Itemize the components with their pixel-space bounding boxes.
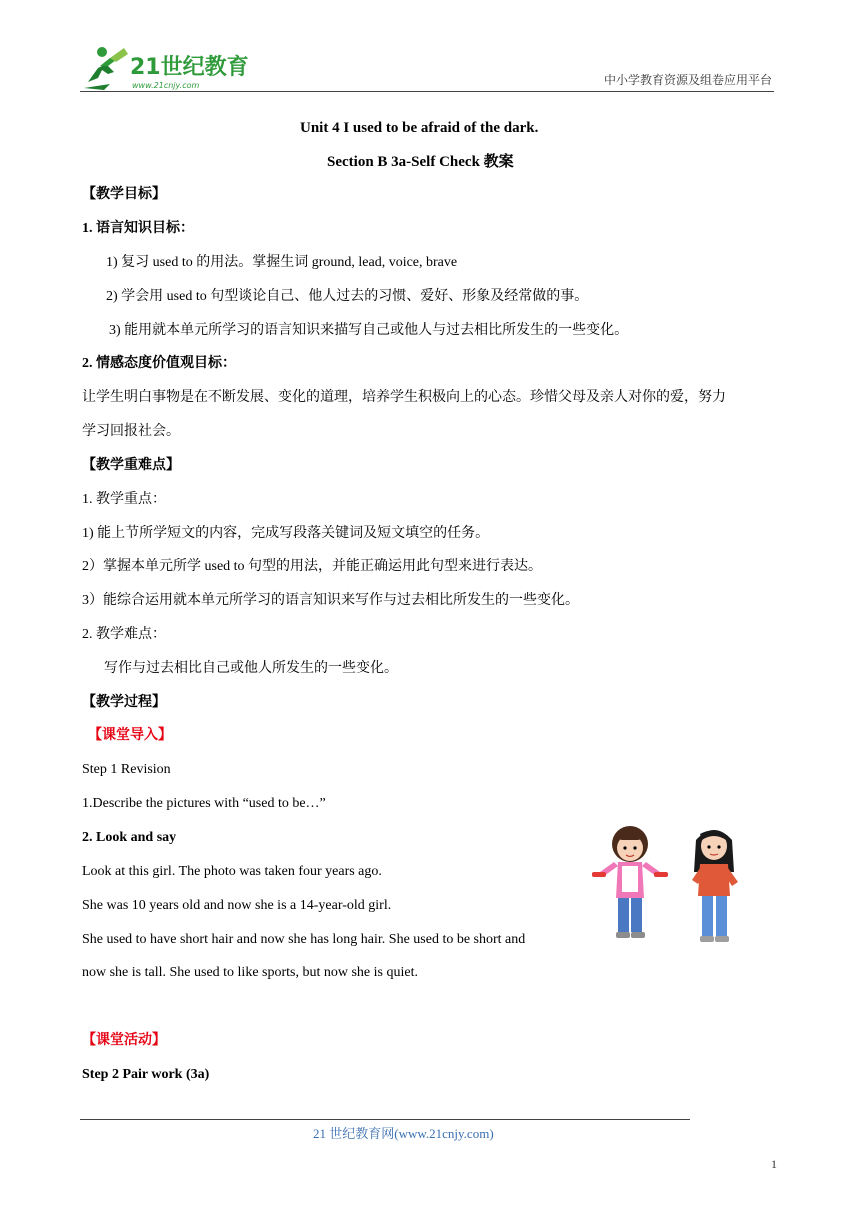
look-and-say: 2. Look and say: [82, 830, 177, 845]
girl-long-hair-image: [692, 830, 738, 942]
platform-label: 中小学教育资源及组卷应用平台: [604, 73, 773, 87]
girl-short-hair-image: [592, 826, 668, 938]
runner-icon: [84, 47, 128, 90]
header-divider: [80, 91, 774, 92]
knowledge-item-2: 2) 学会用 used to 句型谈论自己、他人过去的习惯、爱好、形象及经常做的事。: [106, 289, 589, 304]
goals-heading: 【教学目标】: [82, 187, 166, 202]
knowledge-item-1: 1) 复习 used to 的用法。掌握生词 ground, lead, voice, brave: [106, 255, 458, 270]
step1-label: Step 1 Revision: [82, 762, 171, 777]
activity-heading: 【课堂活动】: [82, 1033, 166, 1048]
page-number: 1: [771, 1157, 777, 1171]
focus-item-1: 1) 能上节所学短文的内容，完成写段落关键词及短文填空的任务。: [82, 526, 490, 541]
paragraph-line-1: Look at this girl. The photo was taken four years ago.: [82, 864, 382, 879]
paragraph-line-2: She was 10 years old and now she is a 14-year-old girl.: [82, 898, 392, 913]
knowledge-title: 1. 语言知识目标：: [82, 221, 194, 236]
girls-illustration: [588, 820, 758, 952]
paragraph-line-3: She used to have short hair and now she has long hair. She used to be short and: [82, 932, 526, 947]
focus-item-3: 3）能综合运用就本单元所学习的语言知识来写作与过去相比所发生的一些变化。: [82, 593, 579, 608]
focus-title: 1. 教学重点：: [82, 492, 166, 507]
step2-label: Step 2 Pair work (3a): [82, 1067, 210, 1082]
emotion-title: 2. 情感态度价值观目标：: [82, 356, 236, 371]
knowledge-item-3: 3) 能用就本单元所学习的语言知识来描写自己或他人与过去相比所发生的一些变化。: [109, 323, 629, 338]
title-unit: Unit 4 I used to be afraid of the dark.: [300, 120, 539, 136]
paragraph-line-4: now she is tall. She used to like sports, but now she is quiet.: [82, 965, 418, 980]
process-heading: 【教学过程】: [82, 695, 166, 710]
intro-heading: 【课堂导入】: [88, 728, 172, 743]
focus-item-2: 2）掌握本单元所学 used to 句型的用法，并能正确运用此句型来进行表达。: [82, 559, 543, 574]
footer-site-link[interactable]: 21 世纪教育网(www.21cnjy.com): [313, 1126, 494, 1141]
emotion-text-2: 学习回报社会。: [82, 424, 180, 439]
title-section: Section B 3a-Self Check 教案: [327, 154, 514, 170]
keypoints-heading: 【教学重难点】: [82, 458, 180, 473]
difficulty-title: 2. 教学难点：: [82, 627, 166, 642]
footer-divider: [80, 1119, 690, 1120]
emotion-text-1: 让学生明白事物是在不断发展、变化的道理，培养学生积极向上的心态。珍惜父母及亲人对你的爱，努力: [82, 390, 726, 405]
describe-instruction: 1.Describe the pictures with “used to be…”: [82, 796, 326, 811]
difficulty-item: 写作与过去相比自己或他人所发生的一些变化。: [104, 661, 398, 676]
logo-url: www.21cnjy.com: [132, 81, 200, 90]
logo-text: 21世纪教育: [130, 55, 249, 80]
site-logo: [80, 44, 250, 92]
